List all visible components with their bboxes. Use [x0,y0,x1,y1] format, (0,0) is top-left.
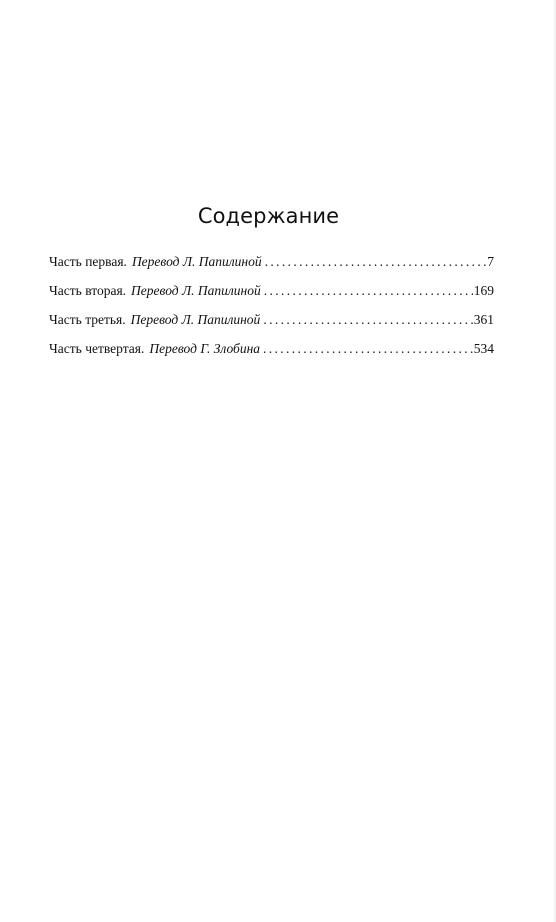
table-of-contents [49,204,494,370]
toc-entry-part-1[interactable] [49,254,494,283]
toc-list [49,254,494,370]
entry-part-label: Часть первая. [49,254,127,269]
dot-leader [263,341,473,357]
entry-page-number: 7 [487,254,494,269]
entry-part-label: Часть четвертая. [49,341,145,356]
toc-entry-part-2[interactable] [49,283,494,312]
dot-leader [263,312,472,328]
entry-page-number: 534 [473,341,494,356]
toc-title: Содержание [197,204,340,228]
dot-leader [265,254,487,270]
toc-entry-part-4[interactable] [49,341,494,370]
entry-translator: Перевод Л. Папилиной [130,312,261,327]
dot-leader [264,283,473,299]
entry-page-number: 361 [473,312,494,327]
entry-part-label: Часть третья. [49,312,126,327]
entry-translator: Перевод Г. Злобина [149,341,261,356]
toc-entry-part-3[interactable] [49,312,494,341]
entry-translator: Перевод Л. Папилиной [131,283,261,298]
entry-translator: Перевод Л. Папилиной [131,254,262,269]
entry-page-number: 169 [473,283,494,298]
entry-part-label: Часть вторая. [49,283,127,298]
